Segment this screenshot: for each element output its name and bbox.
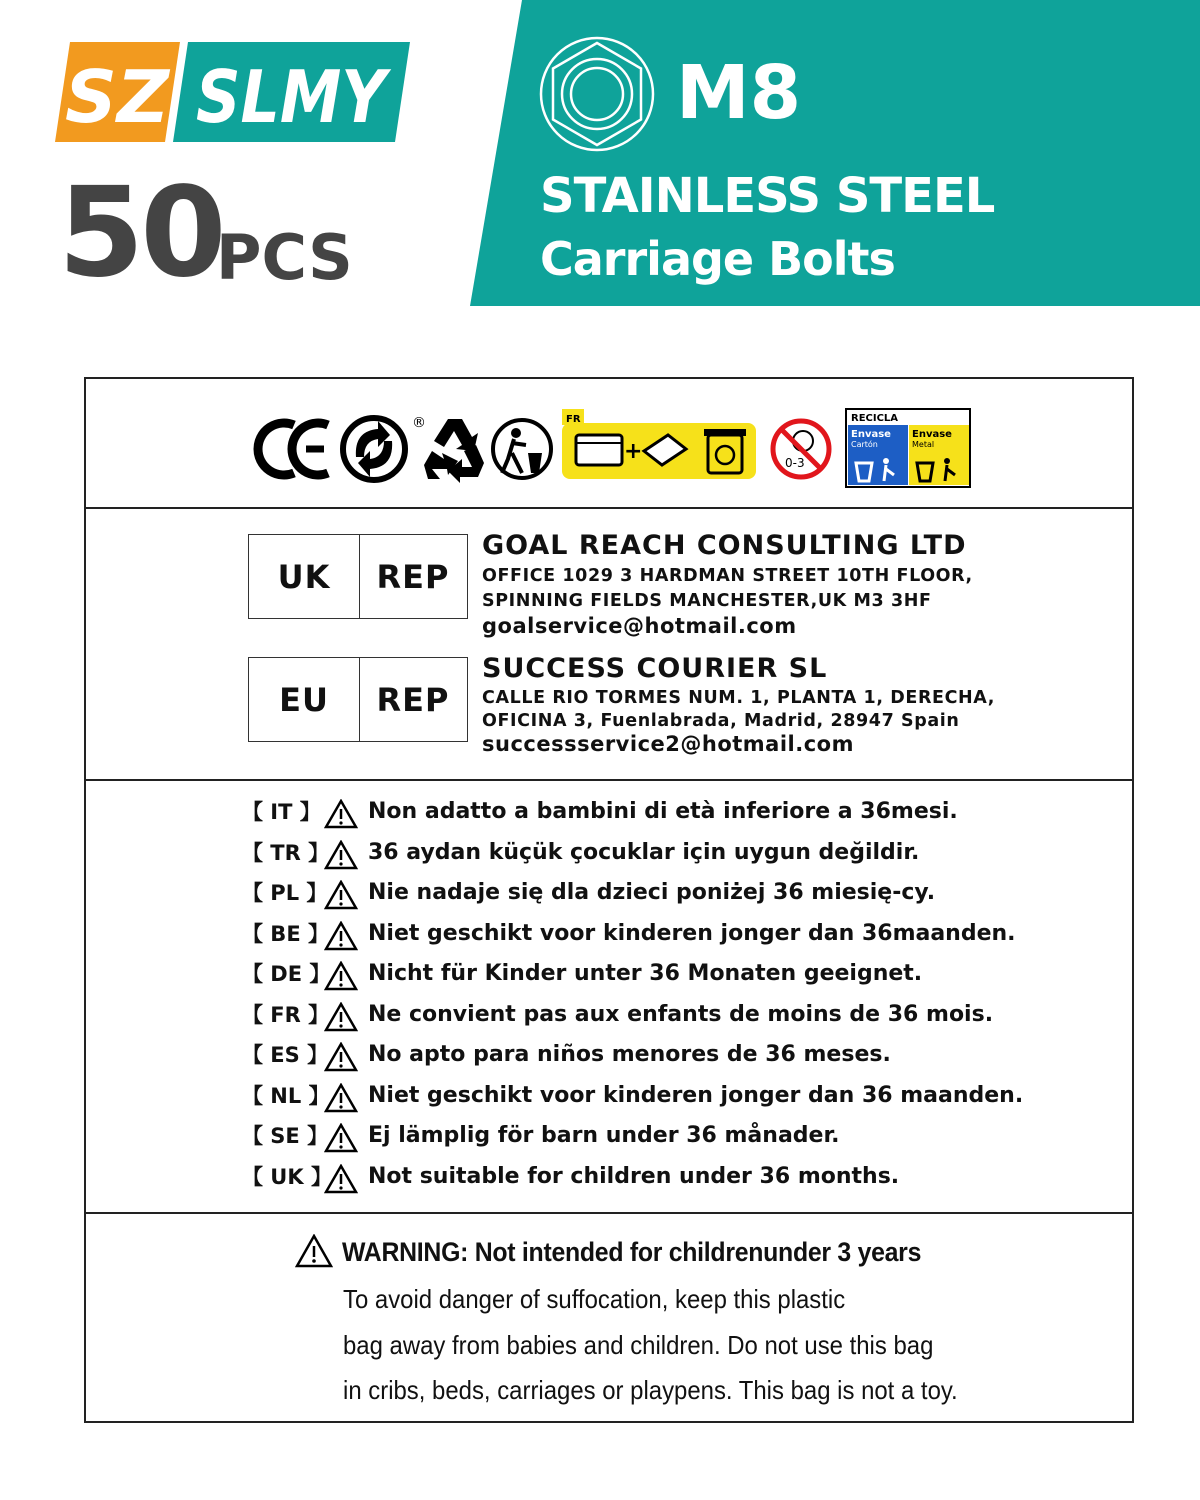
- recicla-right-title: Envase: [912, 429, 952, 440]
- warning-text: Ne convient pas aux enfants de moins de 36 mois.: [368, 1001, 994, 1027]
- quantity-number: 50: [58, 161, 223, 305]
- logo-text-slmy: SLMY: [196, 55, 392, 139]
- suffocation-warning-body: [343, 1277, 958, 1414]
- language-code: 【 IT 】: [242, 800, 321, 824]
- product-material: STAINLESS STEEL: [540, 168, 995, 224]
- compliance-symbols: [86, 379, 1136, 509]
- warning-triangle-icon: [324, 840, 358, 870]
- quantity-unit: PCS: [216, 221, 353, 294]
- triman-fr-badge: FR: [566, 414, 581, 425]
- warning-text: Nie nadaje się dla dzieci poniżej 36 miesię-cy.: [368, 880, 936, 905]
- eu-rep-email: successservice2@hotmail.com: [482, 732, 854, 756]
- language-code: 【 NL 】: [242, 1083, 330, 1108]
- eu-rep-company: SUCCESS COURIER SL: [482, 653, 828, 684]
- warning-text: Nicht für Kinder unter 36 Monaten geeignet.: [368, 961, 923, 986]
- recicla-icon: [846, 409, 970, 487]
- warning-text: Ej lämplig för barn under 36 månader.: [368, 1123, 840, 1148]
- suffocation-warning-title: WARNING: Not intended for childrenunder 3 years: [342, 1237, 922, 1267]
- warning-triangle-icon: [324, 1083, 358, 1113]
- language-code: 【 SE 】: [242, 1124, 329, 1148]
- divider: [86, 507, 1132, 509]
- language-code: 【 BE 】: [242, 921, 329, 946]
- divider: [86, 779, 1132, 781]
- registered-mark: ®: [412, 415, 426, 431]
- language-code: 【 ES 】: [242, 1043, 329, 1067]
- warning-triangle-icon: [324, 961, 358, 991]
- recicla-right-sub: Metal: [912, 440, 935, 449]
- eu-rep-address-2: OFICINA 3, Fuenlabrada, Madrid, 28947 Spain: [482, 711, 960, 731]
- brand-logo: [55, 42, 410, 142]
- language-code: 【 UK 】: [242, 1164, 332, 1189]
- uk-rep-email: goalservice@hotmail.com: [482, 614, 797, 638]
- warning-text: Non adatto a bambini di età inferiore a 36mesi.: [368, 799, 958, 824]
- triman-icon: [562, 409, 756, 479]
- recicla-left-title: Envase: [851, 429, 891, 440]
- language-code: 【 TR 】: [242, 840, 330, 865]
- svg-text:+: +: [624, 439, 643, 464]
- hex-nut-icon: [538, 35, 656, 153]
- language-code: 【 PL 】: [242, 881, 328, 905]
- uk-rep-address-2: SPINNING FIELDS MANCHESTER,UK M3 3HF: [482, 591, 932, 611]
- warning-triangle-icon: [324, 1164, 358, 1194]
- green-dot-icon: [343, 415, 426, 480]
- warning-triangle-icon: [324, 1123, 358, 1153]
- language-code: 【 FR 】: [242, 1002, 330, 1027]
- warning-text: Not suitable for children under 36 months.: [368, 1163, 900, 1189]
- warning-text: No apto para niños menores de 36 meses.: [368, 1042, 891, 1067]
- warning-triangle-icon: [324, 921, 358, 951]
- suffocation-warning-line: bag away from babies and children. Do not use this bag: [343, 1329, 934, 1360]
- recicla-header: RECICLA: [851, 413, 899, 424]
- warning-triangle-icon: [324, 1002, 358, 1032]
- tidyman-icon: [493, 420, 551, 478]
- warning-text: Niet geschikt voor kinderen jonger dan 36 maanden.: [368, 1082, 1024, 1108]
- eu-rep-label: REP: [376, 680, 450, 719]
- no-children-icon: [773, 421, 829, 477]
- warning-text: Niet geschikt voor kinderen jonger dan 36maanden.: [368, 920, 1016, 946]
- eu-rep-box: [248, 657, 468, 742]
- warning-triangle-icon: [295, 1234, 333, 1268]
- logo-text-sz: SZ: [64, 55, 170, 139]
- eu-rep-address-1: CALLE RIO TORMES NUM. 1, PLANTA 1, DERECHA,: [482, 688, 995, 708]
- product-name: Carriage Bolts: [540, 232, 895, 286]
- recicla-left-sub: Cartón: [851, 440, 878, 449]
- warning-triangle-icon: [324, 799, 358, 829]
- uk-rep-box: [248, 534, 468, 619]
- eu-rep-region: EU: [249, 658, 360, 741]
- suffocation-warning-line: To avoid danger of suffocation, keep this plastic: [343, 1284, 846, 1314]
- uk-rep-address-1: OFFICE 1029 3 HARDMAN STREET 10TH FLOOR,: [482, 566, 973, 586]
- label-card: [84, 377, 1134, 1423]
- product-size: M8: [676, 50, 802, 136]
- uk-rep-region: UK: [249, 535, 360, 618]
- warning-triangle-icon: [324, 1042, 358, 1072]
- divider: [86, 1212, 1132, 1214]
- warning-text: 36 aydan küçük çocuklar için uygun değildir.: [368, 839, 920, 865]
- uk-rep-label: REP: [376, 557, 450, 596]
- recycle-icon: [424, 419, 484, 483]
- language-code: 【 DE 】: [242, 962, 331, 986]
- uk-rep-company: GOAL REACH CONSULTING LTD: [482, 530, 967, 561]
- ce-mark-icon: [258, 423, 328, 475]
- suffocation-warning-line: in cribs, beds, carriages or playpens. This bag is not a toy.: [343, 1375, 958, 1405]
- age-range-label: 0-3: [785, 456, 805, 470]
- warning-triangle-icon: [324, 880, 358, 910]
